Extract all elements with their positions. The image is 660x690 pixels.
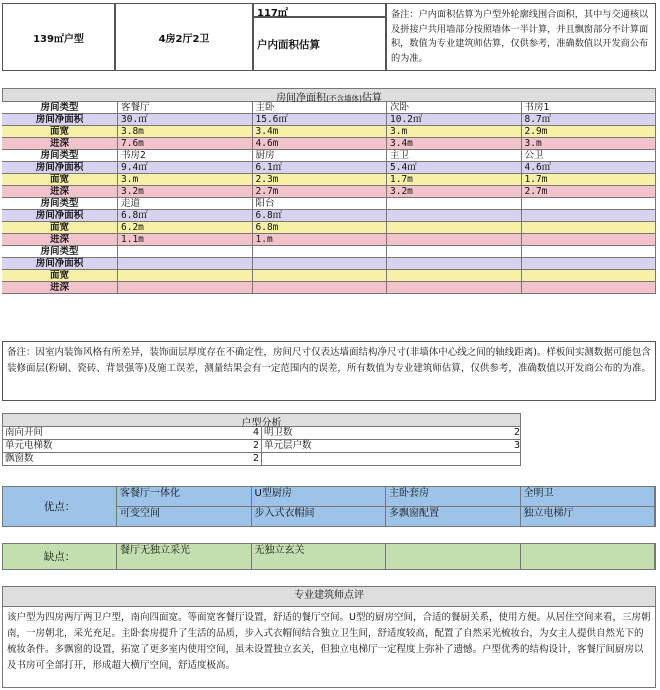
analysis-label: 南向开间 bbox=[5, 427, 44, 438]
room-cell: 书房2 bbox=[118, 150, 253, 161]
room-cell: 2.7m bbox=[522, 186, 657, 197]
row-label: 房间净面积 bbox=[2, 114, 118, 125]
room-cell: 1.7m bbox=[387, 174, 522, 185]
room-cell bbox=[522, 282, 657, 293]
room-cell: 6.1㎡ bbox=[253, 162, 388, 173]
room-cell: 7.6m bbox=[118, 138, 253, 149]
analysis-label: 单元层户数 bbox=[263, 440, 312, 451]
room-cell: 10.2㎡ bbox=[387, 114, 522, 125]
pros-item: 步入式衣帽间 bbox=[252, 507, 387, 527]
review-title: 专业建筑师点评 bbox=[3, 587, 655, 607]
analysis-label: 明卫数 bbox=[263, 427, 293, 438]
room-cell: 3.m bbox=[118, 174, 253, 185]
review-panel bbox=[2, 586, 656, 688]
room-cell: 次卧 bbox=[387, 102, 522, 113]
area-label: 户内面积估算 bbox=[253, 17, 386, 71]
room-cell bbox=[522, 222, 657, 233]
room-cell: 2.3m bbox=[253, 174, 388, 185]
room-cell: 书房1 bbox=[522, 102, 657, 113]
analysis-label bbox=[262, 453, 512, 465]
net-area-note: 备注：因室内装饰风格有所差异，装饰面层厚度存在不确定性，房间尺寸仅表达墙面结构净尺寸(非墙体中心线之间的轴线距离)。样板间实测数据可能包含装修面层(粉刷、瓷砖、背景强等)及施工误差，测量结果会有一定范围内的误差，所有数值为专业建筑师估算，仅供参考，准确数值以开发商公布的为准。 bbox=[2, 341, 656, 401]
room-cell bbox=[118, 258, 253, 269]
room-cell bbox=[387, 210, 522, 221]
room-cell bbox=[387, 198, 522, 209]
row-label: 房间净面积 bbox=[2, 258, 118, 269]
row-label: 房间类型 bbox=[2, 198, 118, 209]
analysis-value: 2 bbox=[250, 440, 262, 452]
room-cell: 4.6㎡ bbox=[522, 162, 657, 173]
row-label: 房间类型 bbox=[2, 102, 118, 113]
pros-item: 多飘窗配置 bbox=[386, 507, 521, 527]
room-cell: 15.6㎡ bbox=[253, 114, 388, 125]
analysis-value bbox=[512, 453, 520, 465]
analysis-row bbox=[2, 440, 521, 453]
analysis-row bbox=[2, 427, 521, 440]
room-cell bbox=[387, 282, 522, 293]
room-cell: 3.4m bbox=[387, 138, 522, 149]
room-cell bbox=[118, 270, 253, 281]
room-cell: 30.㎡ bbox=[118, 114, 253, 125]
analysis-value: 2 bbox=[250, 453, 262, 465]
room-cell: 厨房 bbox=[253, 150, 388, 161]
room-area-row bbox=[2, 162, 656, 174]
room-area-row bbox=[2, 114, 656, 126]
room-cell: 3.8m bbox=[118, 126, 253, 137]
room-cell bbox=[522, 234, 657, 245]
room-cell bbox=[387, 270, 522, 281]
room-cell: 6.2m bbox=[118, 222, 253, 233]
analysis-title: 户型分析 bbox=[2, 413, 521, 427]
row-label: 面宽 bbox=[2, 222, 118, 233]
analysis-value: 2 bbox=[514, 427, 521, 438]
room-cell bbox=[522, 198, 657, 209]
row-label: 房间类型 bbox=[2, 150, 118, 161]
room-cell: 1.1m bbox=[118, 234, 253, 245]
room-cell: 2.9m bbox=[522, 126, 657, 137]
room-cell: 9.4㎡ bbox=[118, 162, 253, 173]
room-cell: 2.7m bbox=[253, 186, 388, 197]
room-area-row bbox=[2, 210, 656, 222]
analysis-value: 4 bbox=[250, 427, 262, 439]
room-type-row bbox=[2, 246, 656, 258]
cons-item bbox=[521, 544, 656, 569]
pros-item: U型厨房 bbox=[252, 487, 387, 507]
room-cell: 3.m bbox=[387, 126, 522, 137]
room-cell: 3.4m bbox=[253, 126, 388, 137]
room-cell bbox=[522, 246, 657, 257]
room-cell: 公卫 bbox=[522, 150, 657, 161]
room-cell: 1.m bbox=[253, 234, 388, 245]
room-type-row bbox=[2, 102, 656, 114]
layout-label: 4房2厅2卫 bbox=[115, 3, 253, 71]
room-cell bbox=[253, 258, 388, 269]
row-label: 进深 bbox=[2, 282, 118, 293]
analysis-value: 3 bbox=[514, 440, 521, 451]
pros-label: 优点： bbox=[3, 487, 117, 526]
row-label: 面宽 bbox=[2, 270, 118, 281]
room-type-row bbox=[2, 198, 656, 210]
room-cell bbox=[522, 258, 657, 269]
pros-item: 主卧套房 bbox=[386, 487, 521, 507]
area-value: 117㎡ bbox=[253, 3, 386, 17]
row-label: 面宽 bbox=[2, 174, 118, 185]
room-width-row bbox=[2, 126, 656, 138]
room-cell: 3.m bbox=[522, 138, 657, 149]
room-cell: 阳台 bbox=[253, 198, 388, 209]
row-label: 房间净面积 bbox=[2, 162, 118, 173]
net-area-table bbox=[2, 88, 656, 294]
analysis-table bbox=[2, 413, 521, 466]
room-width-row bbox=[2, 270, 656, 282]
header-note: 备注：户内面积估算为户型外轮廓线围合面积，其中与交通核以及拼接户共用墙部分按照墙体一半计算，并且飘窗部分不计算面积，数值为专业建筑师估算，仅供参考，准确数值以开发商公布的为准。 bbox=[386, 3, 656, 71]
room-cell: 客餐厅 bbox=[118, 102, 253, 113]
room-cell: 4.6m bbox=[253, 138, 388, 149]
room-cell: 8.7㎡ bbox=[522, 114, 657, 125]
room-depth-row bbox=[2, 186, 656, 198]
room-cell bbox=[387, 246, 522, 257]
pros-panel bbox=[2, 486, 656, 527]
room-cell: 3.2m bbox=[387, 186, 522, 197]
room-cell: 6.8m bbox=[253, 222, 388, 233]
room-width-row bbox=[2, 174, 656, 186]
room-area-row bbox=[2, 258, 656, 270]
pros-item: 独立电梯厅 bbox=[521, 507, 656, 527]
pros-item: 可变空间 bbox=[117, 507, 252, 527]
room-cell: 6.8㎡ bbox=[253, 210, 388, 221]
room-cell: 5.4㎡ bbox=[387, 162, 522, 173]
analysis-label: 单元电梯数 bbox=[5, 440, 53, 451]
room-cell bbox=[387, 234, 522, 245]
room-depth-row bbox=[2, 234, 656, 246]
room-cell bbox=[253, 270, 388, 281]
type-label: 139㎡户型 bbox=[2, 3, 115, 71]
row-label: 房间净面积 bbox=[2, 210, 118, 221]
room-depth-row bbox=[2, 138, 656, 150]
pros-item: 全明卫 bbox=[521, 487, 656, 507]
room-cell bbox=[118, 246, 253, 257]
analysis-label: 飘窗数 bbox=[5, 453, 34, 464]
room-cell: 走道 bbox=[118, 198, 253, 209]
room-cell bbox=[253, 246, 388, 257]
pros-item: 客餐厅一体化 bbox=[117, 487, 252, 507]
analysis-rows bbox=[2, 427, 521, 466]
room-cell bbox=[118, 282, 253, 293]
cons-panel bbox=[2, 543, 656, 570]
room-cell: 主卧 bbox=[253, 102, 388, 113]
room-cell: 主卫 bbox=[387, 150, 522, 161]
room-cell: 3.2m bbox=[118, 186, 253, 197]
net-area-rows bbox=[2, 102, 656, 294]
room-cell: 1.7m bbox=[522, 174, 657, 185]
pros-grid bbox=[117, 487, 655, 526]
room-cell: 6.8㎡ bbox=[118, 210, 253, 221]
room-width-row bbox=[2, 222, 656, 234]
cons-grid bbox=[117, 544, 655, 569]
cons-item: 无独立玄关 bbox=[252, 544, 387, 569]
analysis-row bbox=[2, 453, 521, 466]
room-cell bbox=[253, 282, 388, 293]
cons-item bbox=[386, 544, 521, 569]
cons-item: 餐厅无独立采光 bbox=[117, 544, 252, 569]
room-type-row bbox=[2, 150, 656, 162]
cons-label: 缺点： bbox=[3, 544, 117, 569]
row-label: 进深 bbox=[2, 234, 118, 245]
row-label: 进深 bbox=[2, 138, 118, 149]
room-cell bbox=[387, 258, 522, 269]
net-area-title: 房间净面积(不含墙体)估算 bbox=[2, 88, 656, 102]
row-label: 进深 bbox=[2, 186, 118, 197]
room-depth-row bbox=[2, 282, 656, 294]
review-text: 该户型为四房两厅两卫户型，南向四面宽。等面宽客餐厅设置，舒适的餐厅空间。U型的厨房空间，合适的餐厨关系，使用方便。从居住空间来看，三房朝南，一房朝北，采光充足。主卧套房提升了生活的品质，步入式衣帽间结合独立卫生间，舒适度较高，配置了自然采光梳妆台，为女主人提供自然光下的梳妆条件。多飘窗的设置，拓宽了更多室内使用空间，虽未设置独立玄关，但独立电梯厅一定程度上弥补了遗憾。户型优秀的结构设计，客餐厅间厨房以及书房可全部打开，形成超大横厅空间，舒适度极高。 bbox=[7, 612, 651, 672]
room-cell bbox=[522, 210, 657, 221]
row-label: 房间类型 bbox=[2, 246, 118, 257]
room-cell bbox=[522, 270, 657, 281]
room-cell bbox=[387, 222, 522, 233]
row-label: 面宽 bbox=[2, 126, 118, 137]
